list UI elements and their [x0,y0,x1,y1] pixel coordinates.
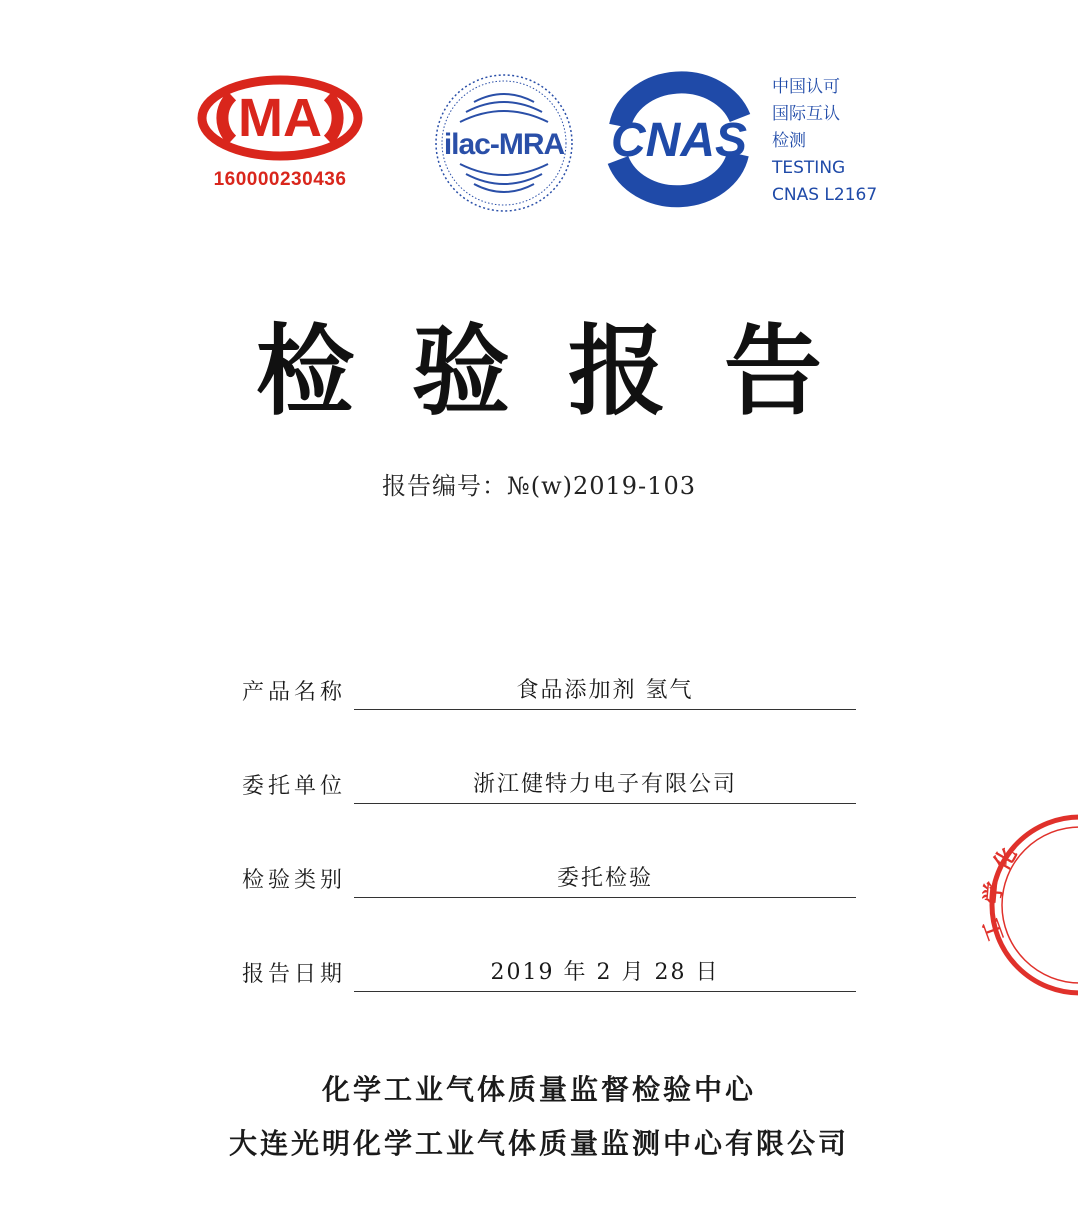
cnas-line: CNAS L2167 [772,185,878,205]
cnas-logo-text: CNAS [610,114,748,167]
field-product-name [242,672,858,712]
cma-number: 160000230436 [213,169,347,190]
field-label: 报告日期 [242,962,347,987]
field-value: 2019 年 2 月 28 日 [354,955,856,992]
field-value: 食品添加剂 氢气 [354,673,856,710]
field-inspection-type [242,860,858,900]
report-number [0,466,1078,501]
report-title: 检验报告 [255,315,880,429]
field-client [242,766,858,806]
field-value: 委托检验 [354,861,856,898]
seal-char: 工 [978,915,1010,945]
report-number-value: №(w)2019-103 [507,472,696,500]
cma-logo [196,74,364,199]
field-label: 检验类别 [242,868,347,893]
ilac-logo-text: ilac-MRA [443,128,565,161]
cma-logo-text: MA [238,88,322,148]
seal-char: 学 [981,880,1008,905]
ilac-mra-logo [430,70,578,216]
issuer-line-2: 大连光明化学工业气体质量监测中心有限公司 [228,1127,849,1160]
cnas-line: 检测 [772,131,806,151]
cnas-line: 国际互认 [772,104,840,124]
cnas-logo [598,76,760,202]
issuer-line-1: 化学工业气体质量监督检验中心 [321,1073,756,1106]
report-number-label: 报告编号： [382,472,507,500]
official-seal [978,812,1040,998]
cnas-line: TESTING [772,158,846,178]
cnas-line: 中国认可 [772,77,840,97]
field-label: 委托单位 [242,774,347,799]
field-label: 产品名称 [242,680,347,705]
seal-char: 化 [989,843,1023,875]
cnas-accreditation-text [772,74,912,209]
field-report-date [242,954,858,994]
field-value: 浙江健特力电子有限公司 [354,767,856,804]
